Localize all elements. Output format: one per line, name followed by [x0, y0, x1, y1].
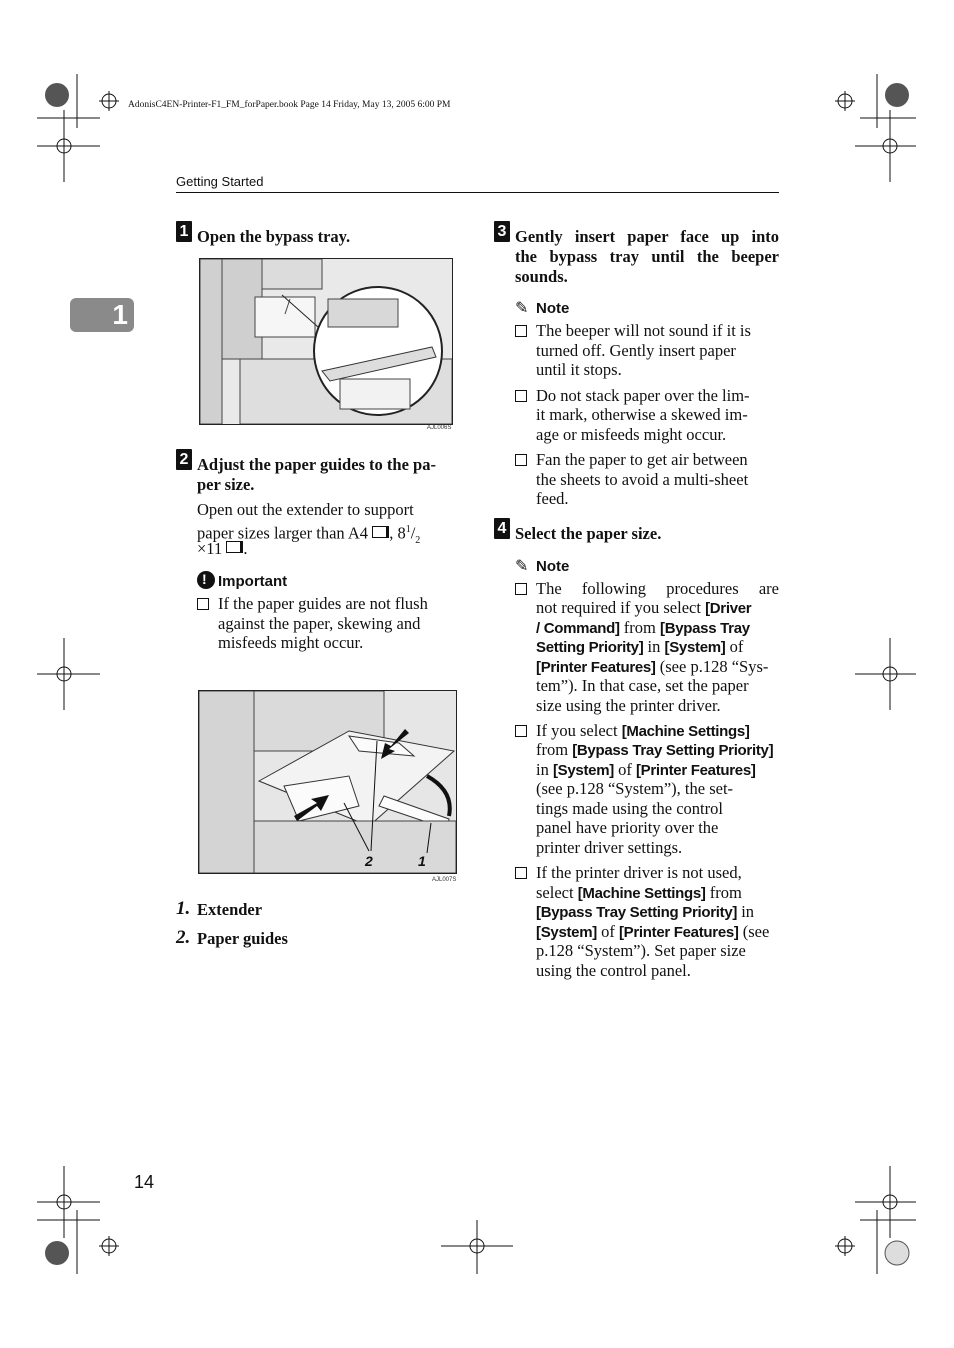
- note-4-1-line-3: / Command] from [Bypass Tray: [536, 618, 750, 637]
- checkbox-icon: [515, 325, 527, 337]
- note-4-3-line-6: using the control panel.: [536, 961, 691, 980]
- note-3-2-line-1: Do not stack paper over the lim-: [536, 386, 750, 405]
- important-icon: !: [197, 571, 215, 589]
- note-4-1-line-5: [Printer Features] (see p.128 “Sys-: [536, 657, 769, 676]
- note-4-1-line-1: The following procedures are: [536, 579, 779, 598]
- note-label-step-4: Note: [536, 558, 570, 575]
- chapter-tab-number: 1: [112, 299, 128, 330]
- checkbox-icon: [515, 454, 527, 466]
- note-4-2-line-7: printer driver settings.: [536, 838, 683, 857]
- note-3-3-line-3: feed.: [536, 489, 569, 508]
- note-4-1-line-7: size using the printer driver.: [536, 696, 721, 715]
- step-2-title-line-2: per size.: [197, 475, 255, 494]
- step-3-title-line-3: sounds.: [515, 267, 568, 286]
- important-label: Important: [218, 573, 288, 590]
- note-3-3-line-1: Fan the paper to get air between: [536, 450, 748, 469]
- figure-code-2: AJL007S: [432, 877, 457, 883]
- bypass-tray-illustration: [200, 259, 452, 424]
- checkbox-icon: [515, 867, 527, 879]
- note-4-2-line-3: in [System] of [Printer Features]: [536, 760, 756, 779]
- legend-2-label: Paper guides: [197, 929, 288, 948]
- note-3-1-line-3: until it stops.: [536, 360, 622, 379]
- step-2-body-line-3: ×11 .: [197, 539, 248, 558]
- note-3-3-line-2: the sheets to avoid a multi-sheet: [536, 470, 749, 489]
- checkbox-icon: [515, 390, 527, 402]
- step-2-number: 2: [176, 449, 192, 470]
- pencil-icon: ✎: [515, 300, 529, 317]
- note-3-2-line-2: it mark, otherwise a skewed im-: [536, 405, 748, 424]
- step-1-title: Open the bypass tray.: [197, 227, 351, 246]
- figure-paper-guides: [198, 690, 457, 874]
- step-2-body-line-1: Open out the extender to support: [197, 500, 414, 519]
- checkbox-icon: [197, 598, 209, 610]
- chapter-tab: [70, 298, 134, 332]
- checkbox-icon: [515, 725, 527, 737]
- note-4-2-line-1: If you select [Machine Settings]: [536, 721, 750, 740]
- checkbox-icon: [515, 583, 527, 595]
- legend-1-number: 1.: [176, 898, 191, 919]
- callout-1: 1: [418, 853, 426, 869]
- note-4-3-line-4: [System] of [Printer Features] (see: [536, 922, 770, 941]
- page-number: 14: [134, 1172, 155, 1192]
- important-item-line-1: If the paper guides are not flush: [218, 594, 428, 613]
- step-4-number: 4: [494, 518, 510, 539]
- legend-1-label: Extender: [197, 900, 263, 919]
- file-header: AdonisC4EN-Printer-F1_FM_forPaper.book Page 14 Friday, May 13, 2005 6:00 PM: [128, 100, 451, 110]
- paper-guides-illustration: [199, 691, 456, 873]
- pencil-icon: ✎: [515, 558, 529, 575]
- step-3-title-line-1: Gently insert paper face up into: [515, 227, 779, 246]
- step-1-number: 1: [176, 221, 192, 242]
- landscape-paper-icon: [372, 526, 389, 538]
- landscape-paper-icon: [226, 541, 243, 553]
- note-4-1-line-4: Setting Priority] in [System] of: [536, 637, 744, 656]
- figure-code-1: AJL006S: [427, 425, 452, 431]
- step-2-body-line-2: paper sizes larger than A4 , $8^1/_2$: [197, 523, 421, 546]
- callout-2: 2: [365, 853, 373, 869]
- note-4-2-line-2: from [Bypass Tray Setting Priority]: [536, 740, 774, 759]
- important-item-line-2: against the paper, skewing and: [218, 614, 421, 633]
- note-3-1-line-1: The beeper will not sound if it is: [536, 321, 751, 340]
- note-3-1-line-2: turned off. Gently insert paper: [536, 341, 736, 360]
- note-4-3-line-1: If the printer driver is not used,: [536, 863, 742, 882]
- note-4-1-line-2: not required if you select [Driver: [536, 598, 752, 617]
- step-3-number: 3: [494, 221, 510, 242]
- step-3-title-line-2: the bypass tray until the beeper: [515, 247, 779, 266]
- step-2-title-line-1: Adjust the paper guides to the pa-: [197, 455, 436, 474]
- note-4-3-line-5: p.128 “System”). Set paper size: [536, 941, 746, 960]
- header-rule: [176, 192, 779, 193]
- note-4-3-line-3: [Bypass Tray Setting Priority] in: [536, 902, 755, 921]
- note-label-step-3: Note: [536, 300, 570, 317]
- legend-2-number: 2.: [176, 927, 191, 948]
- step-4-title: Select the paper size.: [515, 524, 662, 543]
- note-4-3-line-2: select [Machine Settings] from: [536, 883, 742, 902]
- important-item-line-3: misfeeds might occur.: [218, 633, 364, 652]
- note-4-2-line-4: (see p.128 “System”), the set-: [536, 779, 734, 798]
- figure-bypass-tray: [199, 258, 453, 425]
- running-header: Getting Started: [176, 174, 264, 189]
- note-4-1-line-6: tem”). In that case, set the paper: [536, 676, 749, 695]
- note-4-2-line-5: tings made using the control: [536, 799, 723, 818]
- note-3-2-line-3: age or misfeeds might occur.: [536, 425, 727, 444]
- note-4-2-line-6: panel have priority over the: [536, 818, 719, 837]
